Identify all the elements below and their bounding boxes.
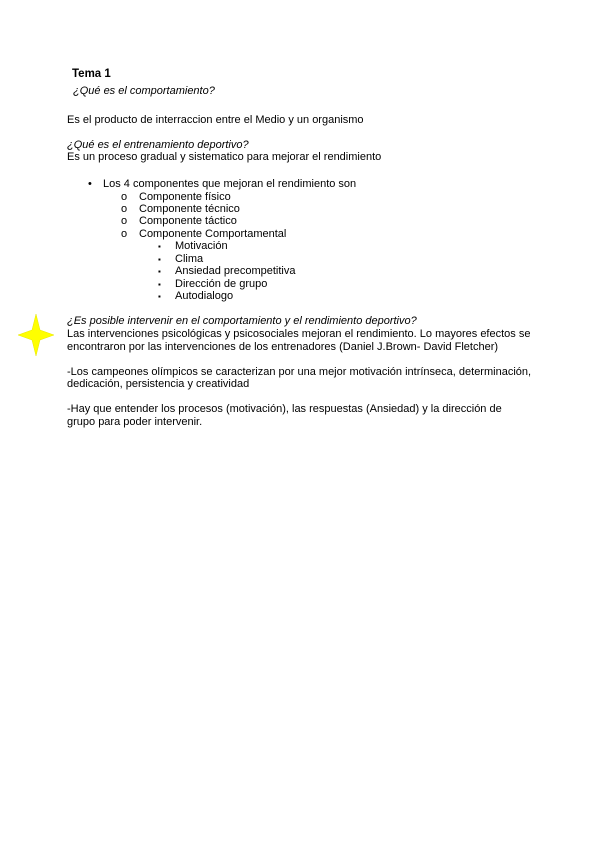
bullet-l2: o <box>121 203 128 215</box>
bullet-l3: ▪ <box>158 242 161 251</box>
paragraph-line: -Hay que entender los procesos (motivación), las respuestas (Ansiedad) y la dirección de <box>67 403 502 415</box>
list-item: Dirección de grupo <box>175 278 268 290</box>
paragraph-line: -Los campeones olímpicos se caracterizan por una mejor motivación intrínseca, determinación, <box>67 366 532 378</box>
bullet-l2: o <box>121 191 128 203</box>
paragraph-line: encontraron por las intervenciones de los entrenadores (Daniel J.Brown- David Fletcher) <box>67 341 499 353</box>
list-item: Componente táctico <box>139 215 237 227</box>
paragraph-line: grupo para poder intervenir. <box>67 416 203 428</box>
bullet-l3: ▪ <box>158 280 161 289</box>
paragraph-line: dedicación, persistencia y creatividad <box>67 378 250 390</box>
list-item: Motivación <box>175 240 228 252</box>
list-item: Componente físico <box>139 191 231 203</box>
doc-title: Tema 1 <box>72 68 111 80</box>
bullet-l2: o <box>121 228 128 240</box>
question-intervention: ¿Es posible intervenir en el comportamiento y el rendimiento deportivo? <box>67 315 417 327</box>
question-training: ¿Qué es el entrenamiento deportivo? <box>67 139 249 151</box>
paragraph-line: Las intervenciones psicológicas y psicosociales mejoran el rendimiento. Lo mayores efectos se <box>67 328 531 340</box>
list-item: Componente Comportamental <box>139 228 287 240</box>
answer-training: Es un proceso gradual y sistematico para mejorar el rendimiento <box>67 151 382 163</box>
bullet-l3: ▪ <box>158 292 161 301</box>
bullet-l2: o <box>121 215 128 227</box>
bullet-l3: ▪ <box>158 255 161 264</box>
list-intro: Los 4 componentes que mejoran el rendimiento son <box>103 178 357 190</box>
bullet-l3: ▪ <box>158 267 161 276</box>
four-point-star-icon <box>18 314 54 356</box>
answer-behavior: Es el producto de interraccion entre el Medio y un organismo <box>67 114 364 126</box>
list-item: Clima <box>175 253 204 265</box>
list-item: Autodialogo <box>175 290 234 302</box>
question-behavior: ¿Qué es el comportamiento? <box>73 85 215 97</box>
bullet-l1: • <box>88 178 92 190</box>
list-item: Ansiedad precompetitiva <box>175 265 296 277</box>
list-item: Componente técnico <box>139 203 240 215</box>
